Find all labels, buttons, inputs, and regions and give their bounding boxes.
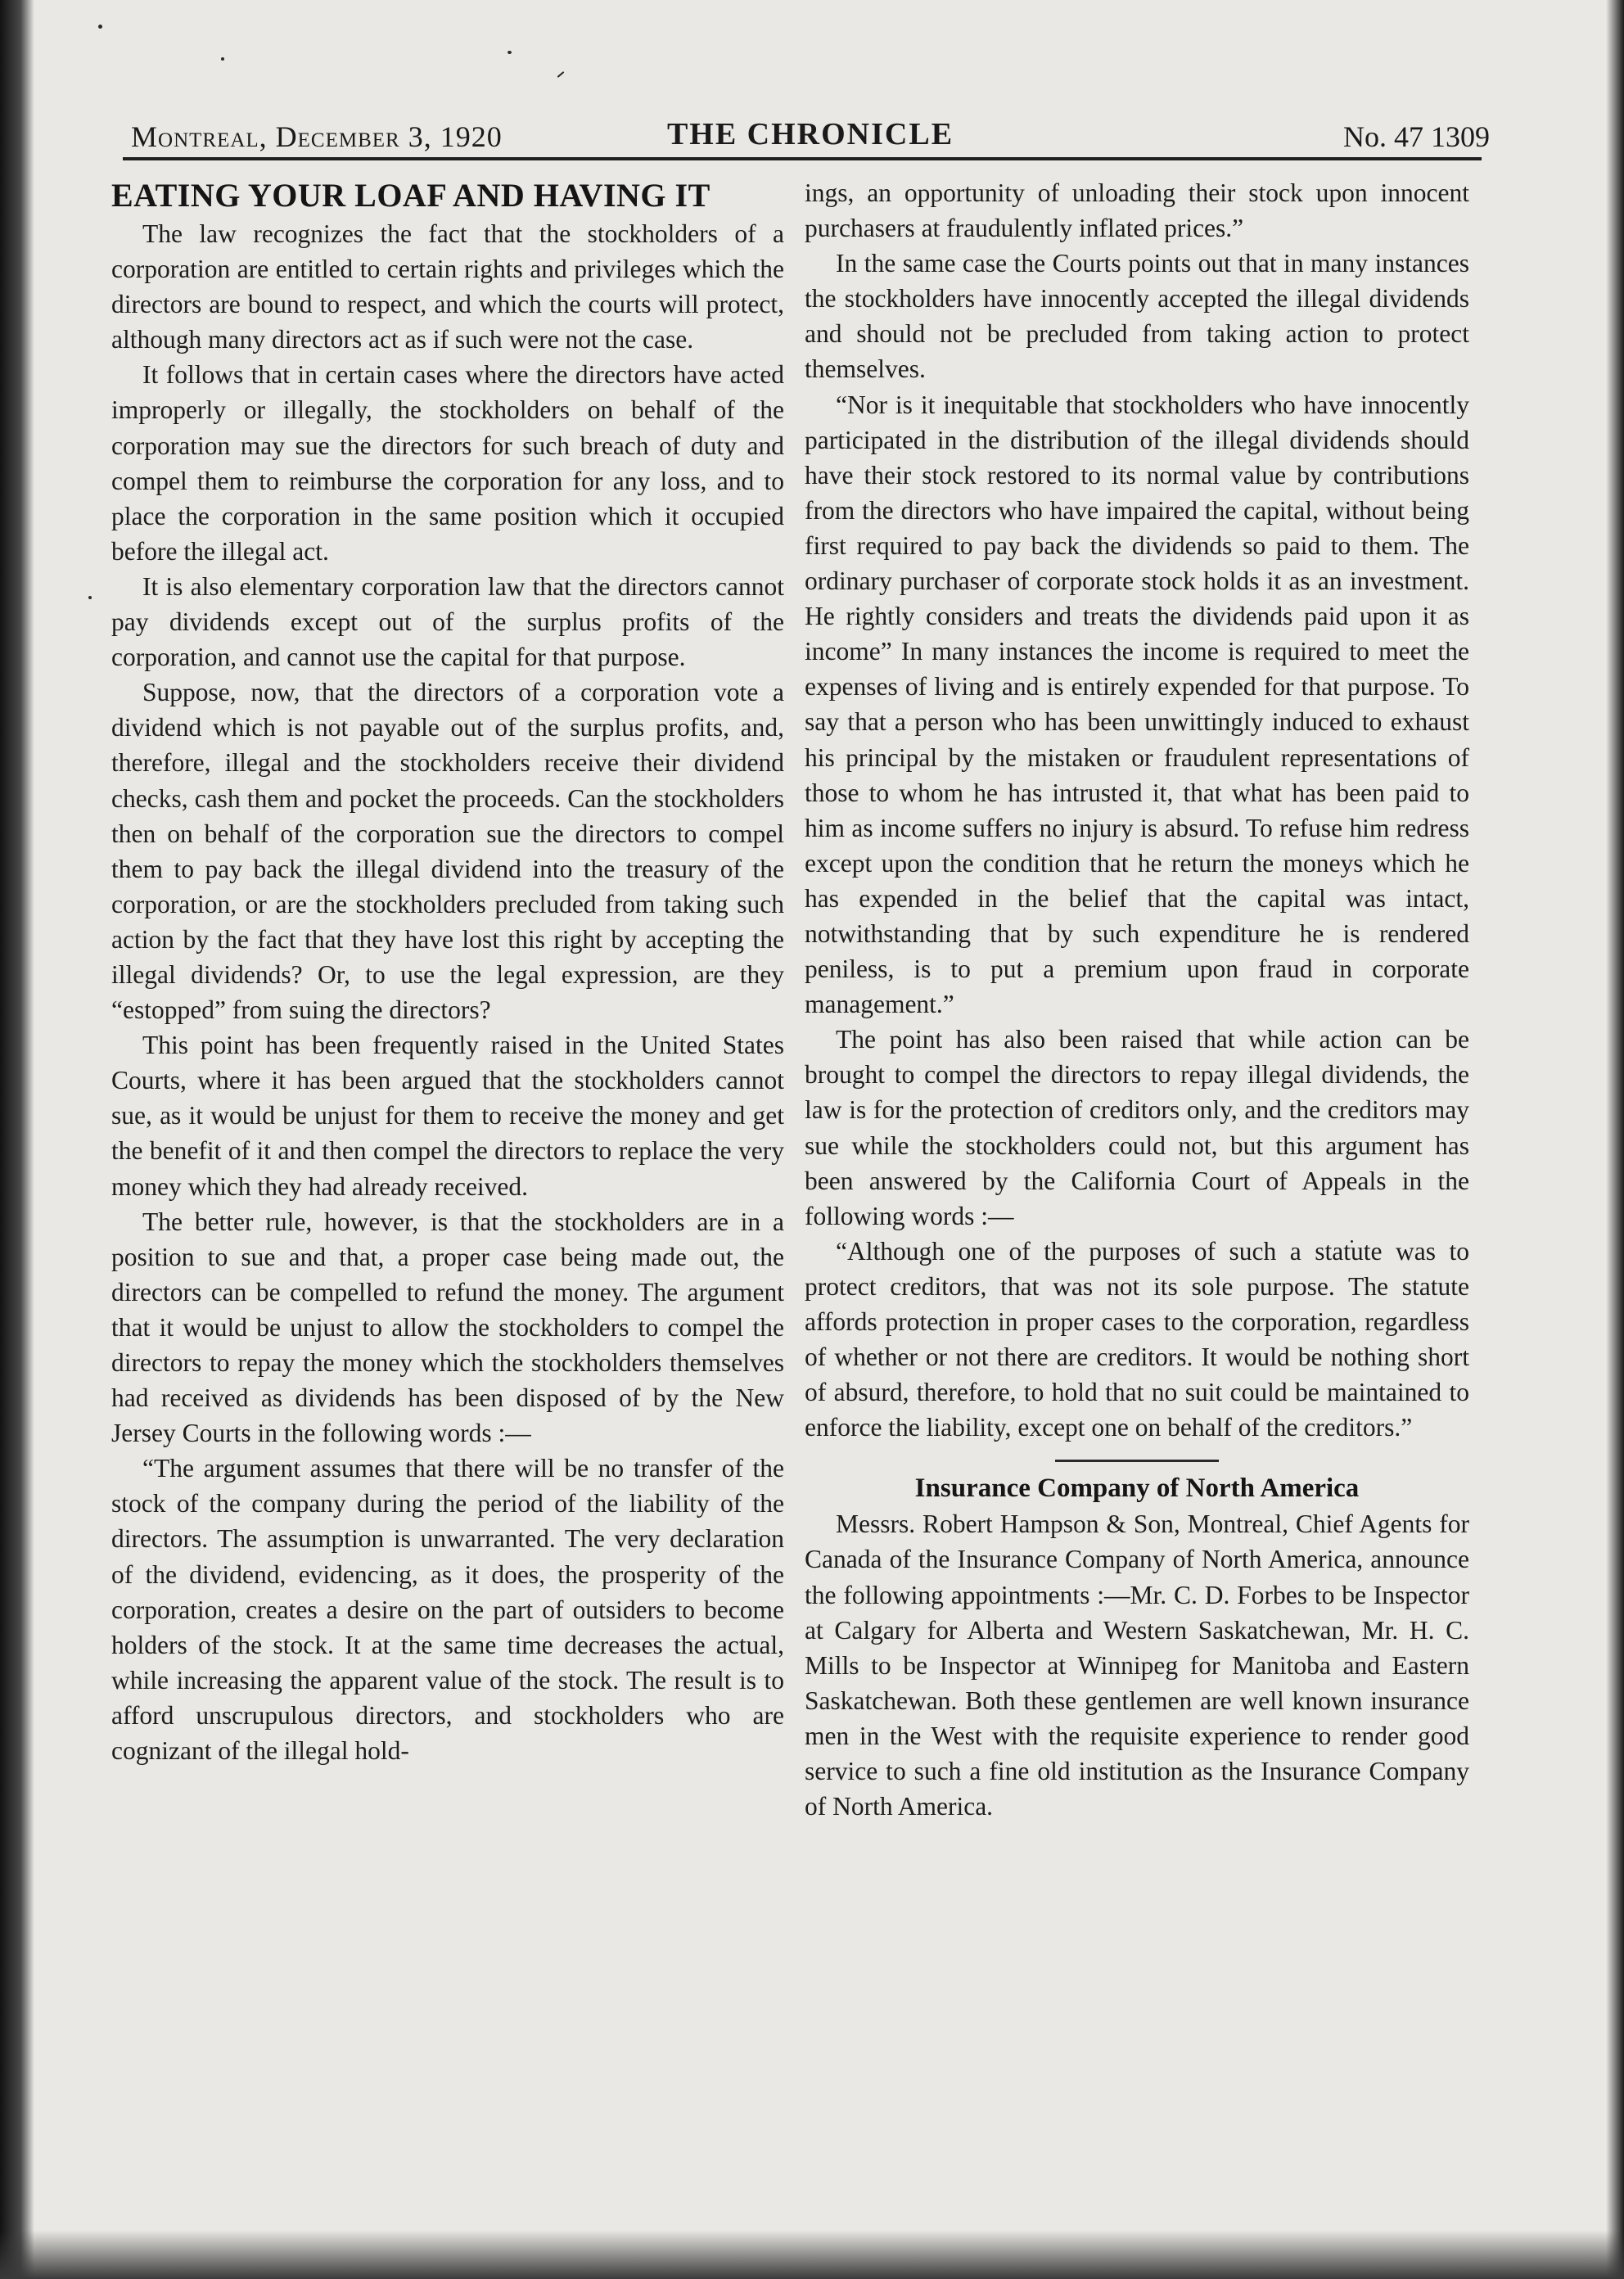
scan-edge-left: [0, 0, 34, 2279]
article-quote: “Nor is it inequitable that stockholders who have innocently participated in the distribution of the illegal dividends should have their stock restored to its normal value by contributions from the directors who have impaired the capital, without being first required to pay back the dividends so paid to them. The ordinary purchaser of corporate stock holds it as an investment. He rightly considers and treats the dividends paid upon it as income” In many instances the income is required to meet the expenses of living and is entirely expended for that purpose. To say that a person who has been unwittingly induced to exhaust his principal by the mistaken or fraudulent representations of those to whom he has intrusted it, that what has been paid to him as income suffers no injury is absurd. To refuse him redress except upon the condition that he return the moneys which he has expended in the belief that the capital was intact, notwithstanding that by such expenditure he is rendered peniless, is to put a premium upon fraud in corporate management.”: [805, 390, 1469, 1019]
right-column: [805, 175, 1469, 1824]
article-quote: “The argument assumes that there will be no transfer of the stock of the company during the period of the liability of the directors. The assumption is unwarranted. The very declaration of the dividend, evidencing, as it does, the prosperity of the corporation, creates a desire on the part of outsiders to become holders of the stock. It at the same time decreases the actual, while increasing the apparent value of the stock. The result is to afford unscrupulous directors, and stockholders who are cognizant of the illegal hold-: [111, 1454, 784, 1766]
left-column: [111, 175, 784, 1768]
article-paragraph: It is also elementary corporation law that the directors cannot pay dividends except out of the surplus profits of the corporation, and cannot use the capital for that purpose.: [111, 571, 784, 672]
scan-edge-bottom: [0, 2230, 1624, 2279]
notice-body: Messrs. Robert Hampson & Son, Montreal, Chief Agents for Canada of the Insurance Company of North America, announce the following appointments :—Mr. C. D. Forbes to be Inspector at Calgary for Alberta and Western Saskatchewan, Mr. H. C. Mills to be Inspector at Winnipeg for Manitoba and Eastern Saskatchewan. Both these gentlemen are well known insurance men in the West with the requisite experience to render good service to such a fine old institution as the Insurance Company of North America.: [805, 1510, 1469, 1821]
article-quote: “Although one of the purposes of such a statute was to protect creditors, that was not its sole purpose. The statute affords protection in proper cases to the corporation, regardless of whether or not there are creditors. It would be nothing short of absurd, therefore, to hold that no suit could be maintained to enforce the liability, except one on behalf of the creditors.”: [805, 1236, 1469, 1442]
notice-title: Insurance Company of North America: [914, 1473, 1360, 1504]
article-paragraph: In the same case the Courts points out that in many instances the stockholders have innocently accepted the illegal dividends and should not be precluded from taking action to protect themselves.: [805, 249, 1469, 384]
article-paragraph: The law recognizes the fact that the stockholders of a corporation are entitled to certain rights and privileges which the directors are bound to respect, and which the courts will protect, although many directors act as if such were not the case.: [111, 219, 784, 354]
article-title: EATING YOUR LOAF AND HAVING IT: [111, 177, 710, 214]
article-paragraph: Suppose, now, that the directors of a corporation vote a dividend which is not payable out of the surplus profits, and, therefore, illegal and the stockholders receive their dividend checks, cash them and pocket the proceeds. Can the stockholders then on behalf of the corporation sue the directors to compel them to pay back the illegal dividend into the treasury of the corporation, or are the stockholders precluded from taking such action by the fact that they have lost this right by accepting the illegal dividends? Or, to use the legal expression, are they “estopped” from suing the directors?: [111, 678, 784, 1025]
scan-edge-right: [1606, 0, 1624, 2279]
article-paragraph: It follows that in certain cases where the directors have acted improperly or illegally, the stockholders on behalf of the corporation may sue the directors for such breach of duty and compel them to reimburse the corporation for any loss, and to place the corporation in the same position which it occupied before the illegal act.: [111, 360, 784, 566]
article-paragraph: This point has been frequently raised in the United States Courts, where it has been argued that the stockholders cannot sue, as it would be unjust for them to receive the money and get the benefit of it and then compel the directors to replace the very money which they had already received.: [111, 1031, 784, 1201]
article-quote-continued: ings, an opportunity of unloading their stock upon innocent purchasers at fraudulently inflated prices.”: [805, 178, 1469, 243]
page-header: [131, 113, 1490, 159]
header-rule: [123, 157, 1482, 160]
publication-title: THE CHRONICLE: [666, 117, 954, 151]
issue-and-page-number: No. 47 1309: [1343, 120, 1490, 153]
header-dateline: Montreal, December 3, 1920: [131, 120, 503, 153]
article-paragraph: The point has also been raised that while action can be brought to compel the directors to repay illegal dividends, the law is for the protection of creditors only, and the creditors may sue while the stockholders could not, but this argument has been answered by the California Court of Appeals in the following words :—: [805, 1025, 1469, 1230]
article-paragraph: The better rule, however, is that the stockholders are in a position to sue and that, a proper case being made out, the directors can be compelled to refund the money. The argument that it would be unjust to allow the stockholders to compel the directors to repay the money which the stockholders themselves had received as dividends has been disposed of by the New Jersey Courts in the following words :—: [111, 1207, 784, 1448]
section-divider: [1055, 1460, 1219, 1462]
